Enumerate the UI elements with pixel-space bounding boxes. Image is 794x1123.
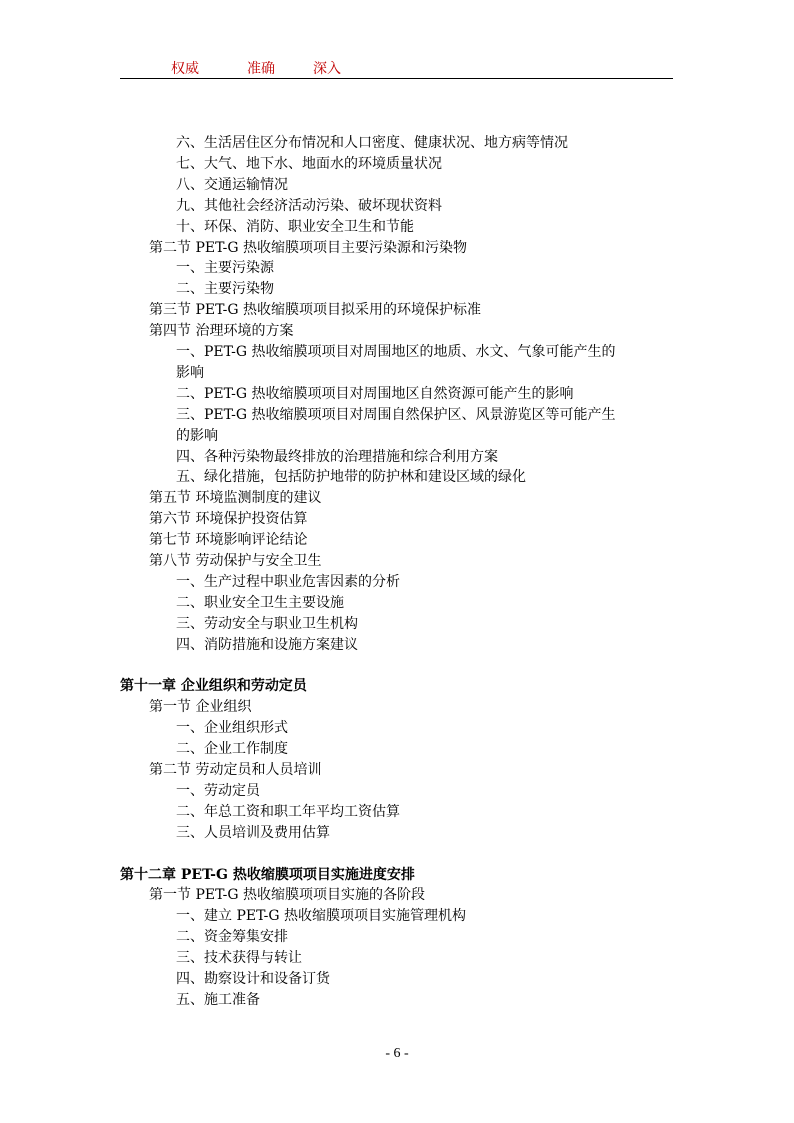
subsection-item: 四、勘察设计和设备订货 (176, 971, 330, 987)
subsection-item: 二、企业工作制度 (176, 741, 288, 758)
subsection-item: 二、资金筹集安排 (176, 929, 288, 946)
subsection-item: 五、施工准备 (176, 991, 260, 1008)
subsection-item: 二、职业安全卫生主要设施 (176, 594, 344, 611)
subsection-item: 三、PET-G 热收缩膜项项目对周围自然保护区、风景游览区等可能产生 (176, 406, 616, 423)
chapter-heading: 第十二章 PET-G 热收缩膜项项目实施进度安排 (120, 866, 415, 883)
subsection-item: 影响 (176, 364, 204, 381)
subsection-item: 六、生活居住区分布情况和人口密度、健康状况、地方病等情况 (176, 135, 568, 151)
subsection-item: 二、主要污染物 (176, 281, 274, 298)
section-heading: 第二节 PET-G 热收缩膜项项目主要污染源和污染物 (149, 239, 467, 256)
section-heading: 第六节 环境保护投资估算 (149, 511, 308, 528)
page-header (120, 56, 673, 79)
section-heading: 第八节 劳动保护与安全卫生 (149, 553, 322, 569)
subsection-item: 四、各种污染物最终排放的治理措施和综合利用方案 (176, 448, 498, 465)
subsection-item: 一、主要污染源 (176, 260, 274, 277)
subsection-item: 三、劳动安全与职业卫生机构 (176, 615, 358, 632)
section-heading: 第二节 劳动定员和人员培训 (149, 762, 322, 778)
subsection-item: 的影响 (176, 427, 218, 444)
subsection-item: 一、PET-G 热收缩膜项项目对周围地区的地质、水文、气象可能产生的 (176, 344, 616, 360)
subsection-item: 二、PET-G 热收缩膜项项目对周围地区自然资源可能产生的影响 (176, 385, 574, 402)
subsection-item: 五、绿化措施，包括防护地带的防护林和建设区域的绿化 (176, 469, 526, 486)
subsection-item: 二、年总工资和职工年平均工资估算 (176, 803, 400, 820)
header-item-depth: 深入 (313, 61, 341, 77)
subsection-item: 十、环保、消防、职业安全卫生和节能 (176, 218, 414, 235)
chapter-heading: 第十一章 企业组织和劳动定员 (120, 678, 307, 695)
subsection-item: 一、企业组织形式 (176, 720, 288, 737)
header-item-accuracy: 准确 (247, 61, 275, 77)
subsection-item: 一、生产过程中职业危害因素的分析 (176, 573, 400, 590)
section-heading: 第七节 环境影响评论结论 (149, 532, 308, 549)
section-heading: 第四节 治理环境的方案 (149, 323, 294, 340)
subsection-item: 八、交通运输情况 (176, 176, 288, 193)
section-heading: 第一节 企业组织 (149, 699, 252, 716)
subsection-item: 九、其他社会经济活动污染、破坏现状资料 (176, 197, 442, 214)
section-heading: 第三节 PET-G 热收缩膜项项目拟采用的环境保护标准 (149, 302, 481, 319)
subsection-item: 一、建立 PET-G 热收缩膜项项目实施管理机构 (176, 908, 466, 925)
page-number: - 6 - (385, 1046, 409, 1061)
section-heading: 第五节 环境监测制度的建议 (149, 490, 322, 507)
subsection-item: 七、大气、地下水、地面水的环境质量状况 (176, 155, 442, 172)
subsection-item: 一、劳动定员 (176, 782, 260, 799)
subsection-item: 四、消防措施和设施方案建议 (176, 636, 358, 653)
subsection-item: 三、人员培训及费用估算 (176, 824, 330, 841)
header-item-authority: 权威 (171, 61, 199, 77)
section-heading: 第一节 PET-G 热收缩膜项项目实施的各阶段 (149, 887, 425, 904)
subsection-item: 三、技术获得与转让 (176, 950, 302, 967)
